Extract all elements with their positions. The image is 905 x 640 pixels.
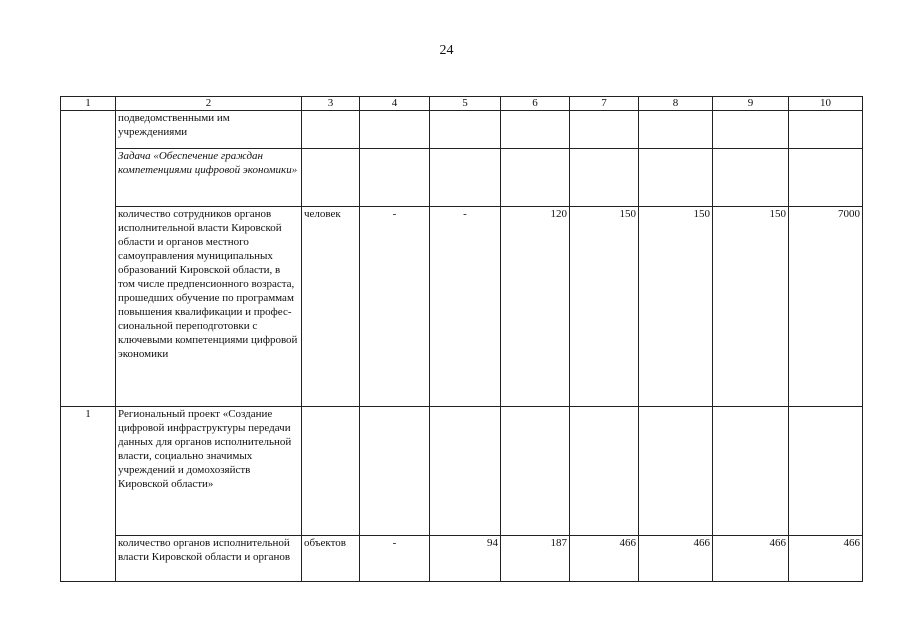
table-row (61, 407, 863, 536)
table-row (61, 207, 863, 407)
value-cell (501, 111, 570, 149)
column-header: 5 (430, 97, 501, 111)
value-cell (430, 149, 501, 207)
value-cell (501, 407, 570, 536)
column-header: 9 (713, 97, 789, 111)
column-header: 6 (501, 97, 570, 111)
unit-cell (302, 111, 360, 149)
value-cell: 150 (570, 207, 639, 407)
value-cell: 187 (501, 536, 570, 582)
table-header-row (61, 97, 863, 111)
value-cell (430, 407, 501, 536)
column-header: 7 (570, 97, 639, 111)
row-number-cell (61, 149, 116, 207)
column-header: 4 (360, 97, 430, 111)
value-cell (713, 407, 789, 536)
value-cell (360, 407, 430, 536)
value-cell: - (360, 536, 430, 582)
value-cell: - (430, 207, 501, 407)
table-row (61, 149, 863, 207)
indicator-name-cell: подведомственными им учреждениями (116, 111, 302, 149)
column-header: 3 (302, 97, 360, 111)
project-heading-cell: Региональный проект «Создание цифровой инфраструктуры передачи данных для органов исполнительной власти, социально значимых учреждений и домохозяйств Кировской области» (116, 407, 302, 536)
column-header: 2 (116, 97, 302, 111)
indicator-name-cell: количество сотрудников органов исполнительной власти Кировской области и органов местного самоуправления муниципальных образований Кировской области, в том числе предпенсионного возраста, прошедших обучение по программам повышения квалификации и профес-сиональной переподготовки с ключевыми компетенциями цифровой экономики (116, 207, 302, 407)
value-cell: 466 (713, 536, 789, 582)
column-header: 10 (789, 97, 863, 111)
row-number-cell (61, 536, 116, 582)
value-cell (570, 111, 639, 149)
unit-cell (302, 407, 360, 536)
value-cell (570, 149, 639, 207)
value-cell: 150 (639, 207, 713, 407)
value-cell: 150 (713, 207, 789, 407)
value-cell (639, 149, 713, 207)
value-cell: 466 (639, 536, 713, 582)
value-cell (789, 407, 863, 536)
value-cell (570, 407, 639, 536)
value-cell (713, 111, 789, 149)
task-heading-cell: Задача «Обеспечение граждан компетенциями цифровой экономики» (116, 149, 302, 207)
row-number-cell (61, 207, 116, 407)
value-cell (713, 149, 789, 207)
row-number-cell: 1 (61, 407, 116, 536)
value-cell (639, 407, 713, 536)
unit-cell (302, 149, 360, 207)
value-cell (501, 149, 570, 207)
value-cell (789, 111, 863, 149)
value-cell: 120 (501, 207, 570, 407)
value-cell (430, 111, 501, 149)
value-cell: 466 (789, 536, 863, 582)
column-header: 1 (61, 97, 116, 111)
page-number: 24 (439, 43, 454, 58)
indicators-table (60, 96, 863, 582)
value-cell (360, 149, 430, 207)
unit-cell: объектов (302, 536, 360, 582)
value-cell: 94 (430, 536, 501, 582)
table-row (61, 111, 863, 149)
unit-cell: человек (302, 207, 360, 407)
column-header: 8 (639, 97, 713, 111)
value-cell: 7000 (789, 207, 863, 407)
value-cell (789, 149, 863, 207)
value-cell (639, 111, 713, 149)
value-cell (360, 111, 430, 149)
value-cell: - (360, 207, 430, 407)
row-number-cell (61, 111, 116, 149)
value-cell: 466 (570, 536, 639, 582)
indicator-name-cell: количество органов исполнительной власти Кировской области и органов (116, 536, 302, 582)
table-row (61, 536, 863, 582)
